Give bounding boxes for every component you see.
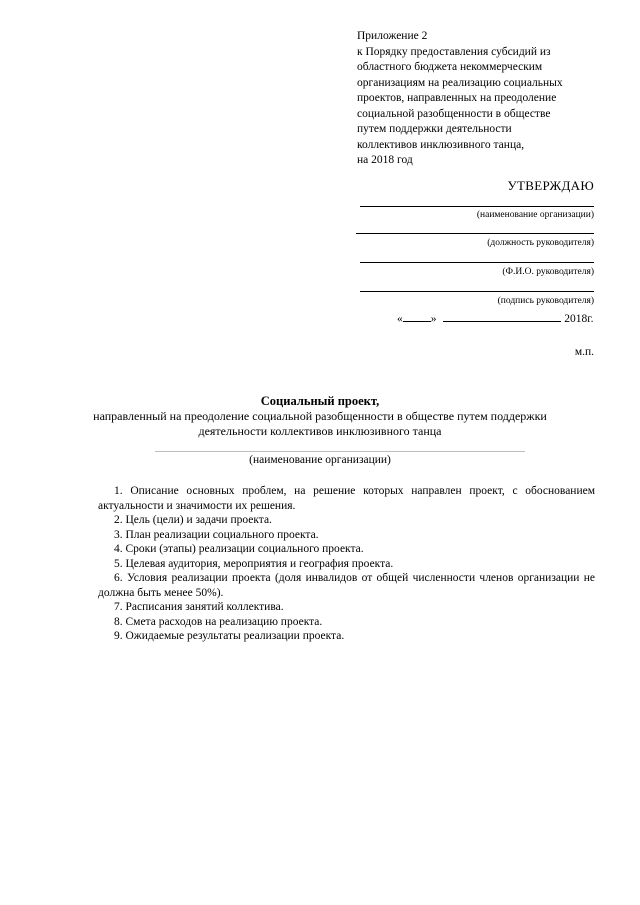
subtitle-line: направленный на преодоление социальной разобщенности в обществе путем поддержки xyxy=(93,409,547,423)
org-name-line xyxy=(360,206,594,207)
position-caption: (должность руководителя) xyxy=(487,238,594,248)
appendix-line: социальной разобщенности в обществе xyxy=(357,107,551,120)
item-text: Описание основных проблем, на решение которых направлен проект, с обоснованием актуальности и значимости их решения. xyxy=(98,485,596,512)
signature-line xyxy=(360,291,594,292)
month-blank xyxy=(443,311,561,322)
org-name-caption: (наименование организации) xyxy=(476,210,594,220)
item-text: Ожидаемые результаты реализации проекта. xyxy=(125,630,345,642)
appendix-line: коллективов инклюзивного танца, xyxy=(357,138,525,151)
day-blank xyxy=(403,311,431,322)
item-text: Смета расходов на реализацию проекта. xyxy=(125,615,323,628)
fio-line xyxy=(360,262,594,263)
item-number: 9. xyxy=(114,630,123,642)
item-number: 6. xyxy=(114,572,123,584)
item-text: Цель (цели) и задачи проекта. xyxy=(125,514,272,526)
list-item xyxy=(98,528,595,543)
item-number: 1. xyxy=(114,485,123,497)
appendix-line: организациям на реализацию социальных xyxy=(357,76,563,89)
appendix-line: Приложение 2 xyxy=(357,30,428,42)
appendix-block xyxy=(357,29,617,169)
list-item xyxy=(98,484,595,513)
list-item xyxy=(98,557,595,572)
appendix-line: на 2018 год xyxy=(357,154,413,166)
appendix-line: путем поддержки деятельности xyxy=(357,123,512,135)
item-number: 2. xyxy=(114,514,123,526)
date-open-quote: « xyxy=(397,313,403,325)
org-name-blank xyxy=(155,451,525,452)
item-number: 7. xyxy=(114,601,123,613)
list-item xyxy=(98,513,595,528)
project-sections-list xyxy=(98,484,595,644)
list-item xyxy=(98,615,595,630)
list-item xyxy=(98,571,595,600)
item-text: Расписания занятий коллектива. xyxy=(125,601,284,613)
date-year: 2018г. xyxy=(564,313,594,325)
appendix-line: областного бюджета некоммерческим xyxy=(357,61,543,73)
list-item xyxy=(98,542,595,557)
date-close-quote: » xyxy=(430,313,437,325)
fio-caption: (Ф.И.О. руководителя) xyxy=(502,267,594,277)
item-number: 8. xyxy=(114,615,123,628)
item-text: Условия реализации проекта (доля инвалидов от общей численности членов организации не должна быть менее 50%). xyxy=(98,572,596,599)
item-number: 4. xyxy=(114,543,123,555)
item-number: 5. xyxy=(114,557,123,570)
approval-heading: УТВЕРЖДАЮ xyxy=(507,178,594,193)
org-name-caption-center: (наименование организации) xyxy=(249,454,391,466)
item-text: План реализации социального проекта. xyxy=(125,528,319,541)
item-number: 3. xyxy=(114,528,123,541)
position-line xyxy=(356,233,594,234)
appendix-line: проектов, направленных на преодоление xyxy=(357,92,557,104)
item-text: Сроки (этапы) реализации социального проекта. xyxy=(125,543,364,555)
list-item xyxy=(98,629,595,644)
approval-date xyxy=(397,311,594,325)
list-item xyxy=(98,600,595,615)
signature-caption: (подпись руководителя) xyxy=(497,296,594,306)
subtitle-line: деятельности коллективов инклюзивного танца xyxy=(198,424,442,438)
project-subtitle xyxy=(60,409,580,439)
appendix-line: к Порядку предоставления субсидий из xyxy=(357,45,551,58)
stamp-place: м.п. xyxy=(574,346,594,358)
project-title: Социальный проект, xyxy=(260,394,380,408)
item-text: Целевая аудитория, мероприятия и география проекта. xyxy=(125,557,394,570)
